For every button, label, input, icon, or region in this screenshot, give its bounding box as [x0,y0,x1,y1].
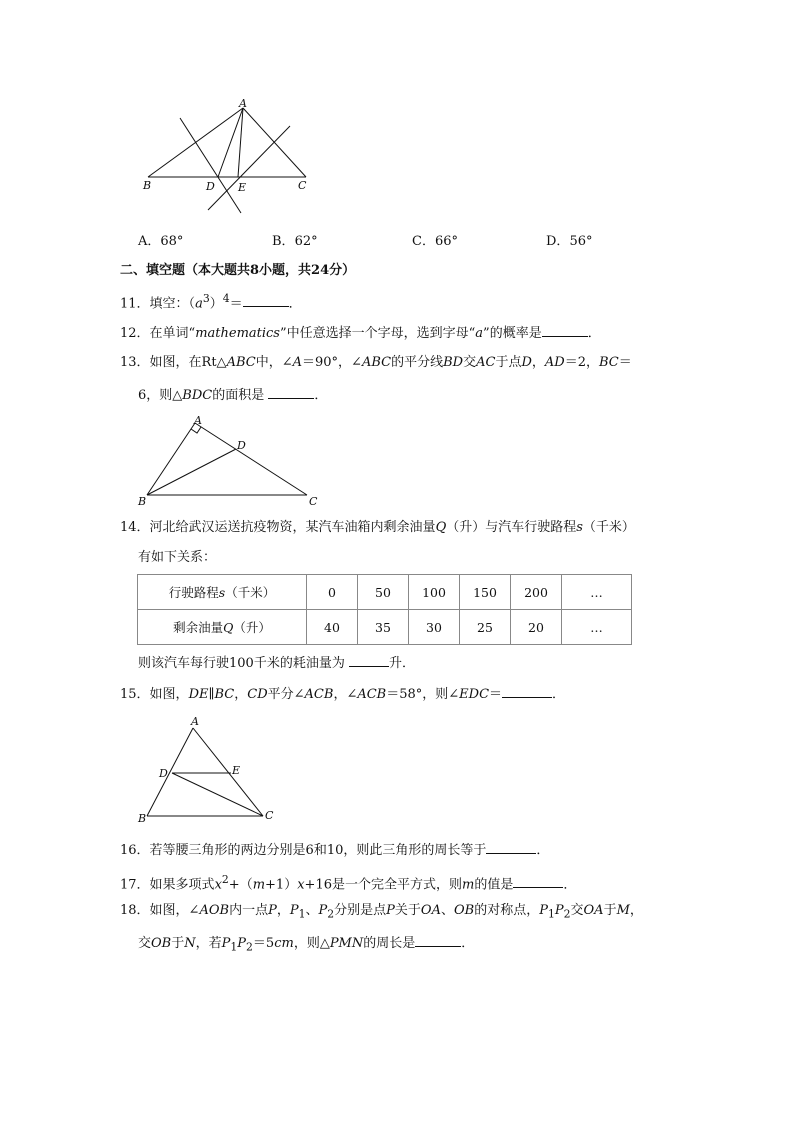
text: +（ [228,877,253,893]
question-number: 14． [120,520,150,535]
exponent: 3 [202,292,210,305]
text: ＝90°，∠ [302,355,362,370]
var: CD [247,687,268,702]
text: （升） [233,620,271,635]
answer-blank[interactable] [268,385,314,399]
fig13-label-a: A [194,414,202,427]
var: ACB [357,687,387,702]
text: （千米） [225,585,276,600]
q13-figure [135,413,325,510]
subscript: 1 [298,907,306,921]
subscript: 2 [327,907,335,921]
var: x [214,877,222,893]
text: 在单词“ [149,326,196,341]
text: 的对称点， [474,903,540,918]
text: +1） [265,877,298,893]
var: P [221,936,231,951]
question-number: 15． [120,687,150,702]
var: P [539,903,548,918]
fig13-label-d: D [237,439,246,452]
text: ． [461,936,475,951]
text: 于点 [495,355,522,370]
text: （千米） [582,520,635,535]
exponent: 2 [221,873,229,886]
question-11 [120,290,302,313]
question-18-line-1 [120,902,643,924]
question-number: 13． [120,355,150,370]
text: （升）与汽车行驶路程 [446,520,577,535]
table-cell: 40 [307,610,358,645]
var: EDC [459,687,490,702]
table-cell: 150 [460,575,511,610]
fig10-label-c: C [298,179,307,192]
text: 中，∠ [255,355,293,370]
table-cell: 35 [358,610,409,645]
fig13-label-b: B [138,495,147,508]
fig13-side-ab [147,423,195,495]
question-16 [120,840,549,860]
question-17 [120,871,576,894]
unit: cm [274,936,294,951]
text: 则该汽车每行驶100千米的耗油量为 [138,656,349,671]
option-value: 66° [434,234,458,249]
var: P [289,903,299,918]
option-letter: A． [138,234,161,249]
fig15-side-ab [147,728,193,816]
var: P [237,936,247,951]
var: N [184,936,196,951]
text: ＝58°，则∠ [386,687,460,702]
q10-option-a [138,230,183,249]
fig15-label-b: B [138,812,147,824]
text: ， [531,355,545,370]
q15-figure [135,712,285,824]
answer-blank[interactable] [486,840,536,854]
text: ， [629,903,643,918]
text: 于 [171,936,185,951]
text: 交 [570,903,584,918]
fig10-label-b: B [143,179,152,192]
question-number: 16． [120,843,150,858]
question-number: 11． [120,296,150,312]
fig10-label-a: A [239,98,247,110]
table-cell: … [562,575,632,610]
text: ， [234,687,248,702]
fig10-label-e: E [238,181,247,194]
table-row [138,610,632,645]
var: Q [223,620,234,635]
fig13-bisector-bd [147,449,236,495]
text: 填空：（ [149,296,196,312]
table-cell: 30 [409,610,460,645]
text: 于 [603,903,617,918]
var: OB [151,936,172,951]
var: s [576,520,583,535]
table-cell: 0 [307,575,358,610]
text: 交 [138,936,152,951]
var: BDC [182,388,213,403]
text: 的平分线 [391,355,444,370]
text: 河北给武汉运送抗疫物资，某汽车油箱内剩余油量 [149,520,436,535]
text: 行驶路程 [168,585,219,600]
question-12 [120,323,601,343]
text: 、 [440,903,454,918]
table-cell: 100 [409,575,460,610]
fig15-label-a: A [191,715,199,728]
var: Q [435,520,447,535]
option-letter: B． [272,234,295,249]
text: 如果多项式 [149,877,215,893]
var: BD [443,355,464,370]
question-18-line-2 [138,933,474,957]
subscript: 2 [563,907,571,921]
question-number: 12． [120,326,150,341]
text: 若等腰三角形的两边分别是6和10，则此三角形的周长等于 [149,843,487,858]
table-cell: 50 [358,575,409,610]
var: BC [599,355,619,370]
text: 剩余油量 [173,620,224,635]
question-14-line-2: 有如下关系： [138,550,217,565]
question-14-line-1 [120,519,635,537]
q10-option-d [546,230,592,249]
var: s [218,585,226,600]
var: ABC [361,355,392,370]
option-value: 62° [294,234,318,249]
fig15-label-e: E [232,764,241,777]
var: OA [420,903,441,918]
var: P [554,903,564,918]
text: ， [276,903,290,918]
text: ∥ [208,687,215,702]
fig13-side-ac [195,423,307,495]
question-13-line-2 [138,385,327,405]
table-cell: 200 [511,575,562,610]
var: x [297,877,305,893]
text: +16是一个完全平方式，则 [304,877,462,893]
text: ＝5 [252,936,275,951]
text: ＝ [229,296,243,312]
q10-figure [138,98,313,218]
question-14-line-3 [138,653,415,673]
option-value: 68° [160,234,184,249]
answer-blank[interactable] [349,653,389,667]
answer-blank[interactable] [243,293,289,307]
q14-table [137,574,632,645]
var: OA [583,903,604,918]
answer-blank[interactable] [542,323,588,337]
fig13-right-angle-mark [191,427,201,433]
fig15-label-d: D [159,767,168,780]
text: 的值是 [474,877,514,893]
exponent: 4 [222,292,230,305]
text: 升． [388,656,415,671]
q10-option-c [412,230,458,249]
fig15-side-ac [193,728,263,816]
text: 分别是点 [334,903,387,918]
text: ”中任意选择一个字母，选到字母“ [279,326,476,341]
var: ACB [304,687,334,702]
text: ） [209,296,223,312]
text: ． [314,388,328,403]
table-row-label [138,575,307,610]
text: 平分∠ [267,687,305,702]
text: ，若 [195,936,222,951]
text: 的面积是 [212,388,269,403]
var: AOB [199,903,230,918]
fig13-label-c: C [309,495,318,508]
text: ”的概率是 [483,326,542,341]
text: ，∠ [333,687,358,702]
q10-option-b [272,230,318,249]
var: m [461,877,475,893]
fig15-label-c: C [265,809,274,822]
text: 如图，在Rt△ [149,355,227,370]
text: 内一点 [229,903,269,918]
var: P [386,903,395,918]
fig10-label-d: D [206,180,215,193]
text: 、 [305,903,319,918]
question-15 [120,684,565,704]
table-row-label [138,610,307,645]
text: ＝ [618,355,632,370]
var: ABC [226,355,256,370]
text: 如图， [149,687,189,702]
text: ＝2， [564,355,599,370]
text: 关于 [394,903,421,918]
question-number: 17． [120,877,150,893]
text: ． [587,326,601,341]
word: mathematics [195,326,280,341]
text: ． [288,296,302,312]
answer-blank[interactable] [502,684,552,698]
var: a [195,296,203,312]
text: 的周长是 [363,936,416,951]
answer-blank[interactable] [513,874,563,888]
text: ． [536,843,550,858]
table-cell: … [562,610,632,645]
answer-blank[interactable] [415,933,461,947]
fig15-segment-dc [172,773,263,816]
text: ． [552,687,566,702]
var: PMN [329,936,364,951]
option-letter: C． [412,234,435,249]
section-heading: 二、填空题（本大题共8小题，共24分） [120,263,356,278]
var: A [292,355,302,370]
var: P [268,903,277,918]
text: 交 [463,355,477,370]
text: 6，则△ [138,388,183,403]
var: AC [476,355,496,370]
subscript: 1 [230,940,238,954]
var: M [616,903,630,918]
option-value: 56° [569,234,593,249]
text: ＝ [489,687,503,702]
var: D [521,355,532,370]
var: BC [214,687,235,702]
option-letter: D． [546,234,570,249]
var: OB [453,903,475,918]
text: 如图，∠ [149,903,200,918]
fig10-bisector-line-1 [180,118,241,213]
table-cell: 25 [460,610,511,645]
text: ． [563,877,577,893]
question-13-line-1 [120,354,632,372]
fig10-bisector-line-2 [208,126,290,210]
var: m [252,877,266,893]
subscript: 2 [246,940,253,954]
var: P [318,903,328,918]
var: AD [544,355,565,370]
table-row [138,575,632,610]
table-cell: 20 [511,610,562,645]
subscript: 1 [547,907,555,921]
var: DE [188,687,209,702]
text: ，则△ [293,936,330,951]
question-number: 18． [120,903,150,918]
letter: a [475,326,484,341]
